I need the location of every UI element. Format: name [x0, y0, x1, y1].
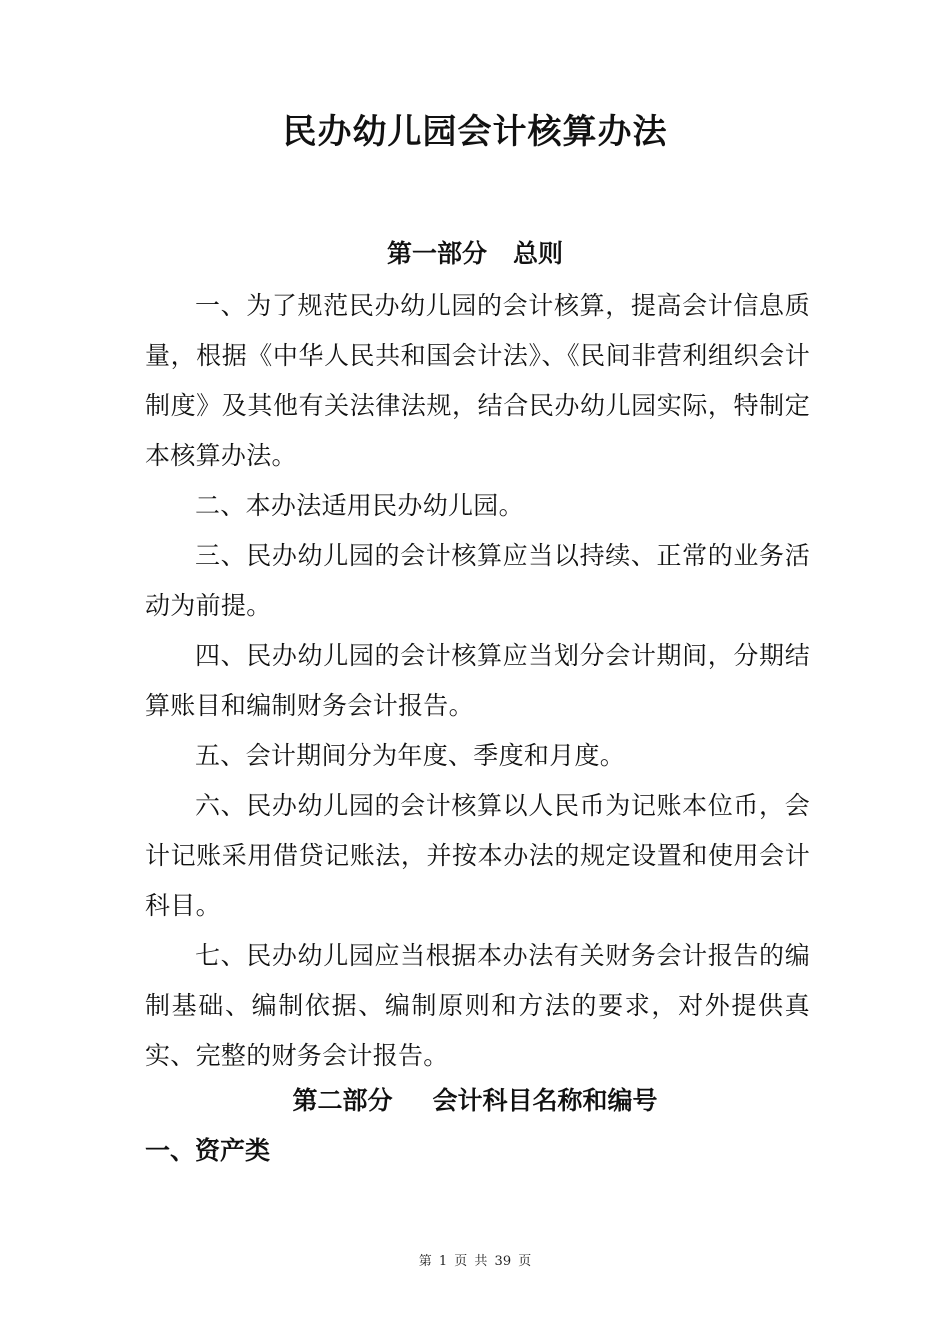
part2-label: 第二部分 — [292, 1086, 393, 1115]
paragraph-3: 三、民办幼儿园的会计核算应当以持续、正常的业务活动为前提。 — [145, 541, 810, 620]
paragraph-5: 五、会计期间分为年度、季度和月度。 — [195, 741, 626, 770]
section-assets-heading: 一、资产类 — [145, 1136, 271, 1165]
paragraph-1: 一、为了规范民办幼儿园的会计核算，提高会计信息质量，根据《中华人民共和国会计法》、《民间非营利组织会计制度》及其他有关法律法规，结合民办幼儿园实际，特制定本核算办法。 — [145, 291, 810, 470]
part1-heading — [0, 236, 950, 272]
paragraph-2: 二、本办法适用民办幼儿园。 — [195, 491, 524, 520]
part1-label: 第一部分 — [386, 239, 487, 268]
page-footer: 第 1 页 共 39 页 — [418, 1254, 532, 1269]
part2-heading — [0, 1083, 950, 1119]
document-body — [145, 281, 810, 1081]
document-title: 民办幼儿园会计核算办法 — [282, 112, 668, 152]
part2-name: 会计科目名称和编号 — [432, 1086, 658, 1115]
part1-name: 总则 — [513, 239, 564, 268]
paragraph-4: 四、民办幼儿园的会计核算应当划分会计期间，分期结算账目和编制财务会计报告。 — [145, 641, 810, 720]
paragraph-7: 七、民办幼儿园应当根据本办法有关财务会计报告的编制基础、编制依据、编制原则和方法的要求，对外提供真实、完整的财务会计报告。 — [145, 941, 810, 1070]
paragraph-6: 六、民办幼儿园的会计核算以人民币为记账本位币，会计记账采用借贷记账法，并按本办法的规定设置和使用会计科目。 — [145, 791, 810, 920]
